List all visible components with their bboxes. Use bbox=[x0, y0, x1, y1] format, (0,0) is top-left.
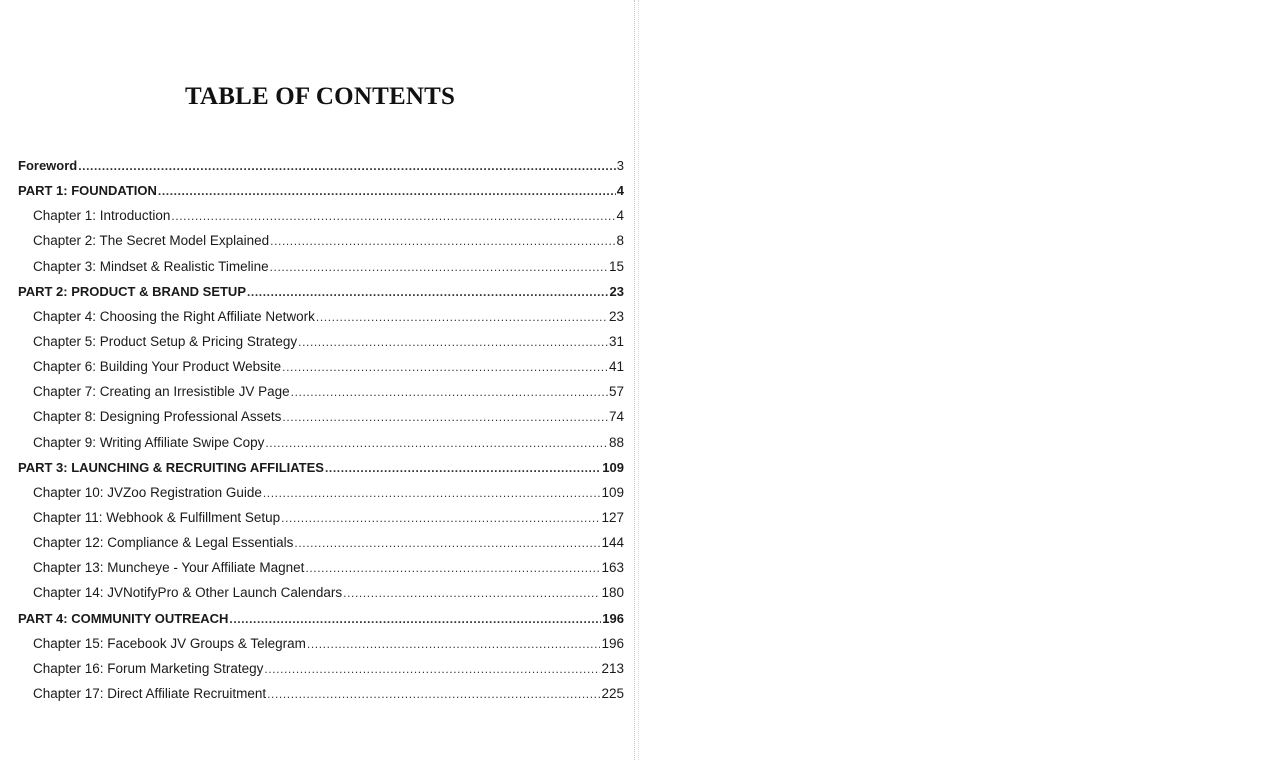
toc-page-number: 196 bbox=[601, 635, 624, 651]
toc-entry-label: PART 3: LAUNCHING & RECRUITING AFFILIATES bbox=[18, 459, 324, 475]
toc-chapter-entry[interactable] bbox=[18, 381, 624, 406]
toc-entry-label: Chapter 14: JVNotifyPro & Other Launch Calendars bbox=[33, 585, 343, 601]
dot-leader bbox=[281, 508, 600, 529]
toc-page-number: 4 bbox=[616, 183, 624, 199]
toc-page-number: 41 bbox=[608, 359, 624, 375]
dot-leader bbox=[270, 257, 608, 278]
dot-leader bbox=[294, 533, 600, 554]
toc-entry-label: Chapter 2: The Secret Model Explained bbox=[33, 233, 270, 249]
toc-page-number: 109 bbox=[601, 484, 624, 500]
toc-page-number: 57 bbox=[608, 384, 624, 400]
toc-entry-label: Chapter 17: Direct Affiliate Recruitment bbox=[33, 685, 267, 701]
dot-leader bbox=[282, 407, 608, 428]
toc-title: TABLE OF CONTENTS bbox=[184, 83, 456, 110]
right-page bbox=[639, 0, 1270, 760]
toc-chapter-entry[interactable] bbox=[18, 331, 624, 356]
toc-page-number: 23 bbox=[609, 283, 624, 299]
toc-chapter-entry[interactable] bbox=[18, 507, 624, 532]
toc-entry-label: Chapter 4: Choosing the Right Affiliate Network bbox=[33, 308, 315, 324]
toc-chapter-entry[interactable] bbox=[18, 532, 624, 557]
toc-chapter-entry[interactable] bbox=[18, 230, 624, 255]
toc-entry-label: Chapter 8: Designing Professional Assets bbox=[33, 409, 282, 425]
toc-chapter-entry[interactable] bbox=[18, 432, 624, 457]
toc-page-number: 213 bbox=[601, 660, 624, 676]
toc-entry-label: Chapter 6: Building Your Product Website bbox=[33, 359, 282, 375]
toc-part-entry[interactable] bbox=[18, 281, 624, 306]
toc-chapter-entry[interactable] bbox=[18, 205, 624, 230]
toc-entry-label: Chapter 7: Creating an Irresistible JV Page bbox=[33, 384, 290, 400]
toc-page-number: 3 bbox=[616, 158, 624, 173]
toc-chapter-entry[interactable] bbox=[18, 406, 624, 431]
toc-page-number: 109 bbox=[602, 459, 624, 475]
dot-leader bbox=[267, 684, 600, 705]
toc-page-number: 74 bbox=[608, 409, 624, 425]
toc-chapter-entry[interactable] bbox=[18, 683, 624, 708]
dot-leader bbox=[298, 332, 608, 353]
dot-leader bbox=[265, 433, 608, 454]
toc-entry-label: Chapter 1: Introduction bbox=[33, 208, 171, 224]
dot-leader bbox=[307, 634, 601, 655]
toc-page-number: 4 bbox=[616, 208, 624, 224]
toc-entry-label: Foreword bbox=[18, 158, 78, 173]
toc-page-number: 163 bbox=[601, 560, 624, 576]
toc-chapter-entry[interactable] bbox=[18, 482, 624, 507]
dot-leader bbox=[282, 357, 608, 378]
toc-list-left bbox=[18, 155, 624, 708]
toc-page-number: 15 bbox=[608, 258, 624, 274]
dot-leader bbox=[316, 307, 608, 328]
toc-part-entry[interactable] bbox=[18, 180, 624, 205]
toc-chapter-entry[interactable] bbox=[18, 633, 624, 658]
toc-part-entry[interactable] bbox=[18, 457, 624, 482]
toc-entry-label: Chapter 12: Compliance & Legal Essentials bbox=[33, 535, 294, 551]
toc-entry-label: PART 2: PRODUCT & BRAND SETUP bbox=[18, 283, 246, 299]
toc-entry-label: Chapter 5: Product Setup & Pricing Strategy bbox=[33, 333, 298, 349]
toc-entry-label: Chapter 10: JVZoo Registration Guide bbox=[33, 484, 262, 500]
toc-page-number: 196 bbox=[602, 610, 624, 626]
toc-entry-label: Chapter 16: Forum Marketing Strategy bbox=[33, 660, 264, 676]
toc-chapter-entry[interactable] bbox=[18, 256, 624, 281]
toc-page-number: 23 bbox=[608, 308, 624, 324]
dot-leader bbox=[325, 458, 601, 479]
toc-entry-label: Chapter 15: Facebook JV Groups & Telegram bbox=[33, 635, 306, 651]
toc-chapter-entry[interactable] bbox=[18, 658, 624, 683]
toc-part-entry[interactable] bbox=[18, 608, 624, 633]
dot-leader bbox=[78, 156, 616, 177]
toc-entry-label: Chapter 11: Webhook & Fulfillment Setup bbox=[33, 509, 281, 525]
toc-page-number: 127 bbox=[601, 509, 624, 525]
dot-leader bbox=[270, 231, 615, 252]
toc-page-number: 144 bbox=[601, 535, 624, 551]
toc-part-entry[interactable] bbox=[18, 155, 624, 180]
toc-page-number: 8 bbox=[616, 233, 624, 249]
dot-leader bbox=[343, 583, 600, 604]
page-divider bbox=[634, 0, 635, 760]
toc-chapter-entry[interactable] bbox=[18, 557, 624, 582]
toc-entry-label: Chapter 3: Mindset & Realistic Timeline bbox=[33, 258, 269, 274]
toc-entry-label: PART 4: COMMUNITY OUTREACH bbox=[18, 610, 229, 626]
toc-page-number: 225 bbox=[601, 685, 624, 701]
dot-leader bbox=[263, 483, 601, 504]
left-page bbox=[0, 0, 634, 760]
dot-leader bbox=[229, 609, 601, 630]
dot-leader bbox=[247, 282, 609, 303]
toc-entry-label: Chapter 9: Writing Affiliate Swipe Copy bbox=[33, 434, 265, 450]
toc-entry-label: Chapter 13: Muncheye - Your Affiliate Magnet bbox=[33, 560, 305, 576]
toc-page-number: 88 bbox=[608, 434, 624, 450]
dot-leader bbox=[305, 558, 600, 579]
toc-page-number: 31 bbox=[608, 333, 624, 349]
toc-chapter-entry[interactable] bbox=[18, 356, 624, 381]
dot-leader bbox=[171, 206, 615, 227]
dot-leader bbox=[291, 382, 608, 403]
toc-chapter-entry[interactable] bbox=[18, 582, 624, 607]
dot-leader bbox=[158, 181, 616, 202]
toc-chapter-entry[interactable] bbox=[18, 306, 624, 331]
toc-page-number: 180 bbox=[601, 585, 624, 601]
toc-entry-label: PART 1: FOUNDATION bbox=[18, 183, 157, 199]
dot-leader bbox=[264, 659, 600, 680]
